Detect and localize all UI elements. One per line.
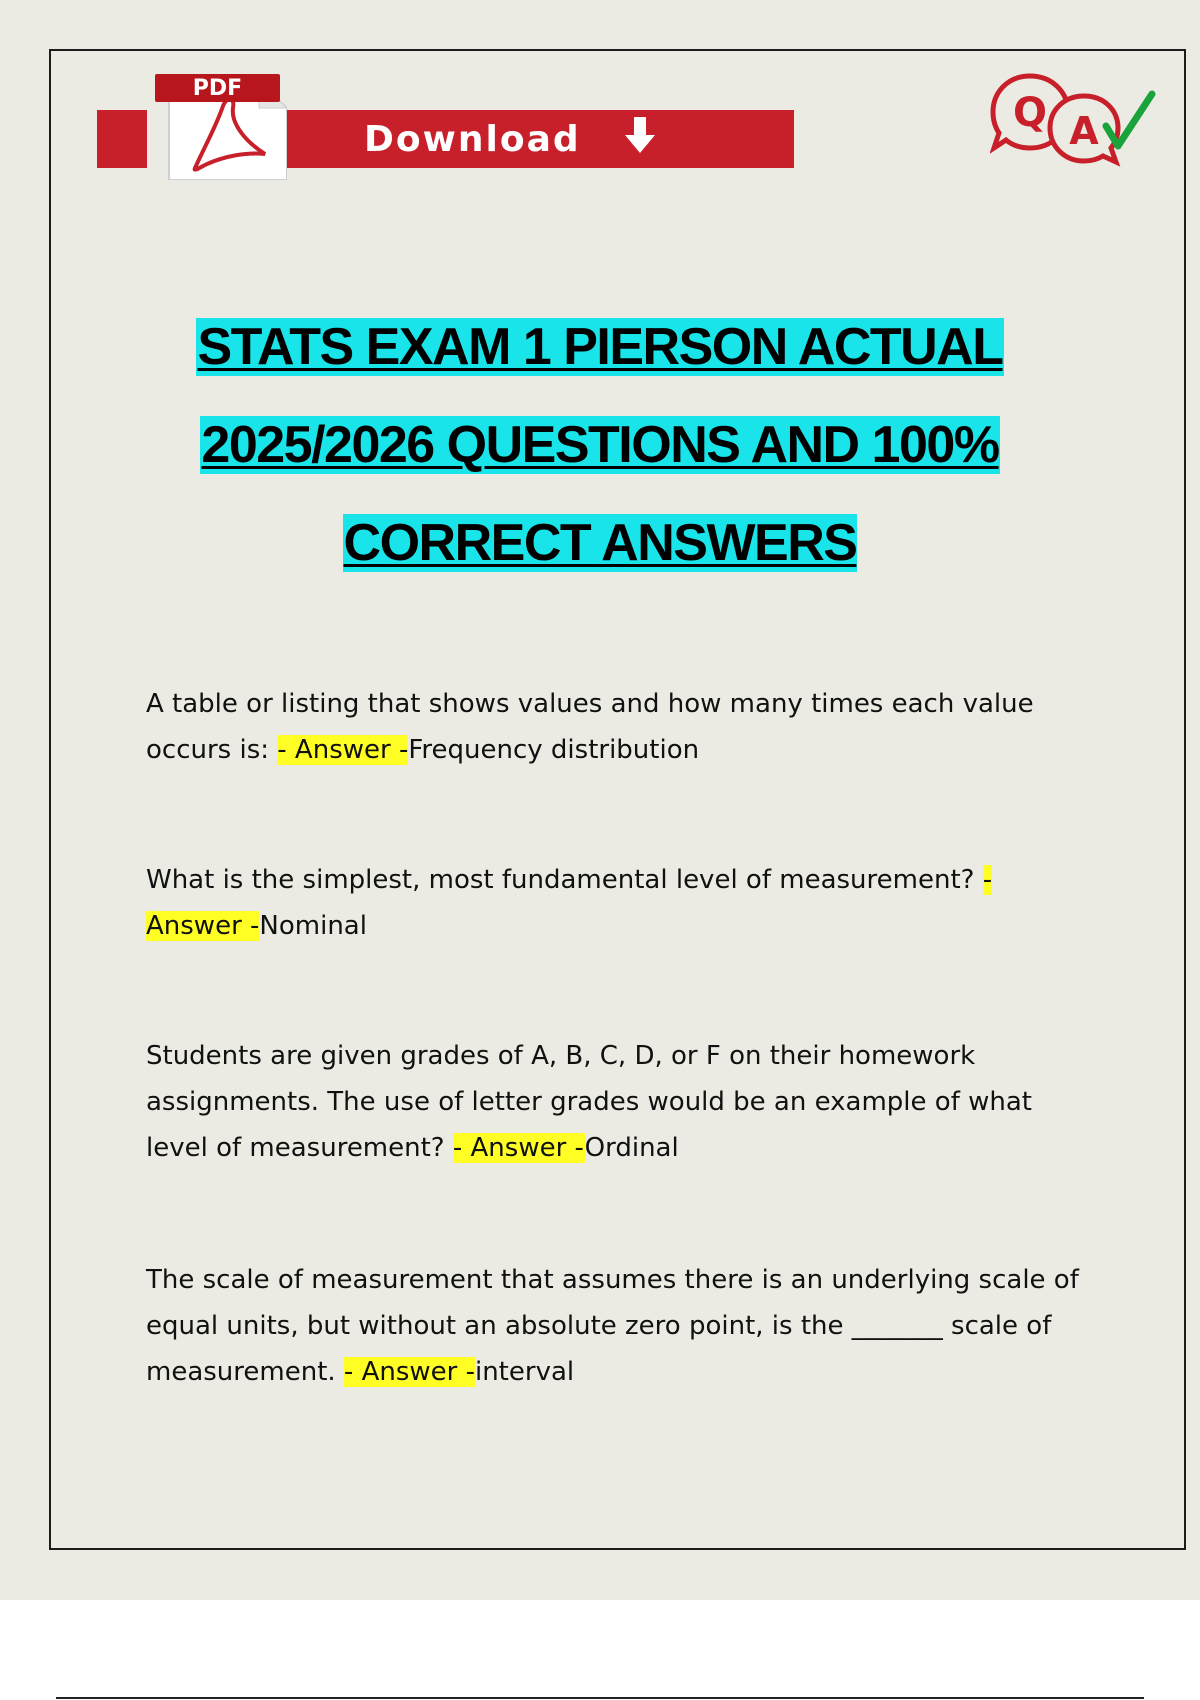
title-line: CORRECT ANSWERS bbox=[343, 514, 857, 572]
banner-left-block bbox=[97, 110, 147, 168]
qa-item bbox=[146, 1257, 1086, 1395]
answer-text: Frequency distribution bbox=[408, 735, 700, 765]
answer-text: Nominal bbox=[259, 911, 367, 941]
download-label: Download bbox=[364, 118, 581, 160]
answer-marker: - Answer - bbox=[277, 735, 409, 765]
answer-text: interval bbox=[474, 1357, 575, 1387]
question-text: What is the simplest, most fundamental level of measurement? bbox=[146, 865, 975, 895]
question-text: Students are given grades of A, B, C, D, or F on their homework assignments. The use of letter grades would be an example of what level of measurement? bbox=[146, 1041, 1032, 1163]
title-line: STATS EXAM 1 PIERSON ACTUAL bbox=[197, 318, 1003, 376]
answer-marker: - Answer - bbox=[146, 865, 993, 941]
logo-q: Q bbox=[1012, 90, 1048, 136]
download-button[interactable] bbox=[287, 110, 794, 168]
logo-a: A bbox=[1069, 109, 1099, 153]
question-text: The scale of measurement that assumes there is an underlying scale of equal units, but without an absolute zero point, is the _______ scale of measurement. bbox=[146, 1265, 1079, 1387]
pdf-tab-label: PDF bbox=[155, 74, 280, 102]
qa-item bbox=[146, 681, 1086, 773]
answer-text: Ordinal bbox=[584, 1133, 679, 1163]
answer-marker: - Answer - bbox=[343, 1357, 475, 1387]
pdf-download-banner[interactable] bbox=[97, 70, 794, 180]
pdf-file-icon bbox=[147, 72, 287, 180]
title-line: 2025/2026 QUESTIONS AND 100% bbox=[201, 416, 999, 474]
question-text: A table or listing that shows values and how many times each value occurs is: bbox=[146, 689, 1034, 765]
qa-item bbox=[146, 857, 1086, 949]
qa-item bbox=[146, 1033, 1086, 1171]
bottom-rule bbox=[56, 1697, 1144, 1699]
down-arrow-icon bbox=[623, 115, 657, 164]
answer-marker: - Answer - bbox=[452, 1133, 585, 1163]
qa-logo bbox=[990, 68, 1160, 173]
document-title bbox=[0, 312, 1200, 606]
